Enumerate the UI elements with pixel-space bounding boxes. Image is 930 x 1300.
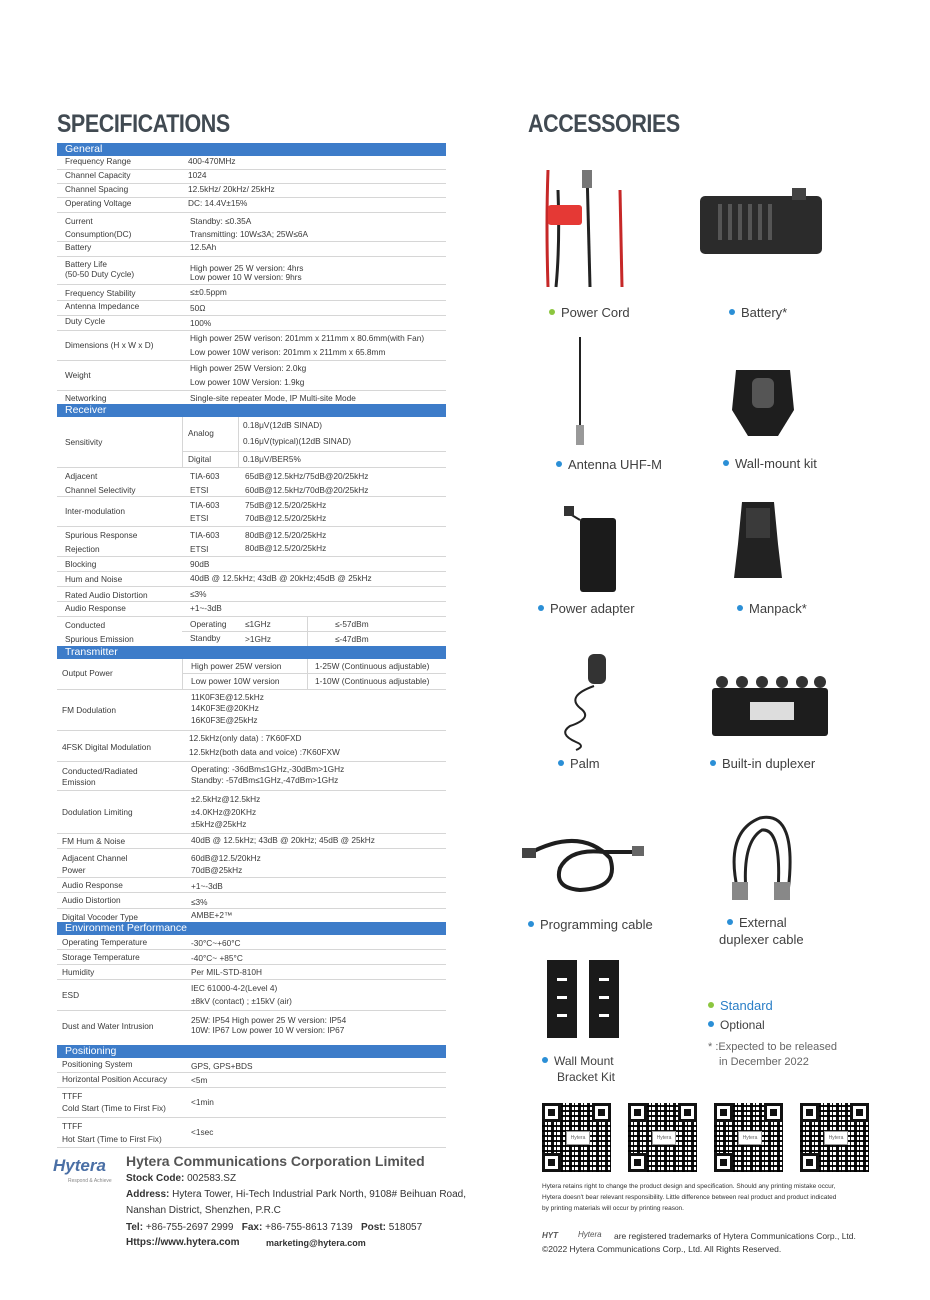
spec-row: Networking Single-site repeater Mode, IP Multi-site Mode	[65, 393, 356, 403]
qr-code[interactable]	[800, 1103, 869, 1172]
disclaimer-line: by printing materials will occur by printing reason.	[542, 1205, 684, 1212]
spec-row: Operating Temperature -30°C~+60°C	[57, 935, 446, 950]
spec-row: Antenna Impedance 50Ω	[57, 301, 446, 316]
spec-row: Output Power High power 25W version 1-25W (Continuous adjustable) Low power 10W version 1-10W (Continuous adjustable)	[57, 659, 446, 690]
spec-row: Audio Distortion ≤3%	[57, 893, 446, 909]
optional-dot-icon	[542, 1057, 548, 1063]
trademark-text: are registered trademarks of Hytera Communications Corp., Ltd.	[614, 1231, 856, 1241]
hytera-logo-tagline: Respond & Achieve	[68, 1178, 112, 1184]
accessory-external-duplexer-cable-line2: duplexer cable	[719, 932, 804, 947]
optional-dot-icon	[737, 605, 743, 611]
accessories-heading: ACCESSORIES	[528, 110, 680, 138]
accessory-antenna: Antenna UHF-M	[556, 457, 662, 472]
qr-logo: Hytera	[824, 1131, 848, 1145]
spec-row: Battery 12.5Ah	[57, 242, 446, 257]
wall-mount-kit-image	[728, 360, 798, 438]
optional-dot-icon	[556, 461, 562, 467]
palm-microphone-image	[556, 652, 611, 752]
spec-row: Digital Vocoder Type AMBE+2™	[62, 910, 233, 922]
wall-mount-bracket-kit-image	[543, 958, 625, 1040]
spec-row: Frequency Stability ≤±0.5ppm	[57, 285, 446, 301]
accessory-palm: Palm	[558, 756, 600, 771]
built-in-duplexer-image	[708, 672, 832, 738]
battery-image	[698, 188, 824, 256]
spec-row: Rated Audio Distortion ≤3%	[57, 587, 446, 602]
disclaimer-line: Hytera retains right to change the product design and specification. Should any printing mistake occur,	[542, 1183, 836, 1190]
qr-code[interactable]	[714, 1103, 783, 1172]
accessory-wall-mount-bracket: Wall Mount	[542, 1054, 614, 1068]
spec-row: Dimensions (H x W x D) High power 25W verison: 201mm x 211mm x 80.6mm(with Fan) Low power 10W verison: 201mm x 211mm x 65.8mm	[57, 331, 446, 361]
accessory-wall-mount-kit: Wall-mount kit	[723, 456, 817, 471]
spec-row: Blocking 90dB	[57, 557, 446, 572]
accessory-manpack: Manpack*	[737, 601, 807, 616]
qr-logo: Hytera	[652, 1131, 676, 1145]
copyright-text: ©2022 Hytera Communications Corp., Ltd. All Rights Reserved.	[542, 1244, 782, 1254]
spec-row: Audio Response +1~-3dB	[57, 878, 446, 893]
address-line2: Nanshan District, Shenzhen, P.R.C	[126, 1205, 281, 1216]
programming-cable-image	[520, 828, 646, 898]
accessory-programming-cable: Programming cable	[528, 917, 653, 932]
legend-note: * :Expected to be released	[708, 1041, 838, 1053]
accessory-power-adapter: Power adapter	[538, 601, 635, 616]
spec-row: Positioning System GPS, GPS+BDS	[57, 1058, 446, 1073]
spec-row: Battery Life (50-50 Duty Cycle) High power 25 W version: 4hrs Low power 10 W version: 9hrs	[57, 257, 446, 285]
email-link[interactable]: marketing@hytera.com	[266, 1238, 366, 1248]
spec-row: Inter-modulation TIA-603 75dB@12.5/20/25kHz ETSI 70dB@12.5/20/25kHz	[57, 497, 446, 527]
optional-dot-icon	[558, 760, 564, 766]
section-receiver: Receiver	[57, 404, 446, 417]
optional-dot-icon	[729, 309, 735, 315]
spec-row: Horizontal Position Accuracy <5m	[57, 1073, 446, 1088]
power-cord-image	[540, 165, 630, 290]
qr-logo: Hytera	[566, 1131, 590, 1145]
hytera-trademark-logo: Hytera	[578, 1230, 602, 1239]
optional-dot-icon	[528, 921, 534, 927]
spec-row: Conducted Spurious Emission Operating ≤1GHz ≤-57dBm Standby >1GHz ≤-47dBm	[57, 617, 446, 646]
optional-dot-icon	[727, 919, 733, 925]
specifications-heading: SPECIFICATIONS	[57, 110, 230, 138]
spec-row: Channel Capacity 1024	[57, 170, 446, 184]
contact-line: Tel: +86-755-2697 2999 Fax: +86-755-8613 7139 Post: 518057	[126, 1222, 423, 1233]
qr-code[interactable]	[628, 1103, 697, 1172]
standard-dot-icon	[549, 309, 555, 315]
spec-row: TTFF Cold Start (Time to First Fix) <1min	[57, 1088, 446, 1118]
accessory-wall-mount-bracket-line2: Bracket Kit	[557, 1070, 616, 1084]
external-duplexer-cable-image	[722, 812, 800, 904]
spec-row: Weight High power 25W Version: 2.0kg Low power 10W Version: 1.9kg	[57, 361, 446, 391]
spec-row: Frequency Range 400-470MHz	[57, 156, 446, 170]
spec-row: Adjacent Channel Power 60dB@12.5/20kHz 70dB@25kHz	[57, 849, 446, 878]
qr-code[interactable]	[542, 1103, 611, 1172]
spec-row: Sensitivity Analog 0.18μV(12dB SINAD) 0.16μV(typical)(12dB SINAD) Digital 0.18μV/BER5%	[57, 417, 446, 468]
accessory-external-duplexer-cable: External	[727, 915, 787, 930]
power-adapter-image	[562, 500, 620, 594]
section-general: General	[57, 143, 446, 156]
spec-row: Storage Temperature -40°C~ +85°C	[57, 950, 446, 965]
specifications-table	[57, 143, 446, 1148]
spec-row: Humidity Per MIL-STD-810H	[57, 965, 446, 980]
spec-row: Conducted/Radiated Emission Operating: -36dBm≤1GHz,-30dBm>1GHz Standby: -57dBm≤1GHz,-47dBm>1GHz	[57, 762, 446, 791]
accessory-built-in-duplexer: Built-in duplexer	[710, 756, 815, 771]
manpack-image	[732, 498, 784, 584]
spec-row: Hum and Noise 40dB @ 12.5kHz; 43dB @ 20kHz;45dB @ 25kHz	[57, 572, 446, 587]
spec-row: Duty Cycle 100%	[57, 316, 446, 331]
hyt-logo: HYT	[542, 1231, 558, 1240]
spec-row: FM Dodulation 11K0F3E@12.5kHz 14K0F3E@20KHz 16K0F3E@25kHz	[57, 690, 446, 731]
optional-dot-icon	[723, 460, 729, 466]
standard-dot-icon	[708, 1002, 714, 1008]
hytera-logo: Hytera	[53, 1156, 106, 1175]
website-link[interactable]: Https://www.hytera.com	[126, 1237, 240, 1248]
spec-row: ESD IEC 61000-4-2(Level 4) ±8kV (contact) ; ±15kV (air)	[57, 980, 446, 1011]
spec-row: 4FSK Digital Modulation 12.5kHz(only data) : 7K60FXD 12.5kHz(both data and voice) :7K60FXW	[57, 731, 446, 762]
optional-dot-icon	[538, 605, 544, 611]
accessory-power-cord: Power Cord	[549, 305, 630, 320]
section-transmitter: Transmitter	[57, 646, 446, 659]
qr-logo: Hytera	[738, 1131, 762, 1145]
spec-row: Channel Spacing 12.5kHz/ 20kHz/ 25kHz	[57, 184, 446, 198]
spec-row: Spurious Response Rejection TIA-603 80dB@12.5/20/25kHz ETSI 80dB@12.5/20/25kHz	[57, 527, 446, 557]
stock-code: Stock Code: 002583.SZ	[126, 1173, 237, 1184]
legend-note-line2: in December 2022	[719, 1056, 809, 1068]
optional-dot-icon	[708, 1021, 714, 1027]
section-environment: Environment Performance	[57, 922, 446, 935]
legend-standard: Standard	[708, 998, 773, 1013]
antenna-image	[570, 335, 590, 447]
spec-row: Operating Voltage DC: 14.4V±15%	[57, 198, 446, 213]
spec-row: Dust and Water Intrusion 25W: IP54 High power 25 W version: IP54 10W: IP67 Low power 10 W version: IP67	[62, 1015, 347, 1035]
disclaimer-line: Hytera doesn't bear relevant responsibility. Little difference between real product and product indicated	[542, 1194, 837, 1201]
optional-dot-icon	[710, 760, 716, 766]
spec-row: FM Hum & Noise 40dB @ 12.5kHz; 43dB @ 20kHz; 45dB @ 25kHz	[57, 834, 446, 849]
address: Address: Hytera Tower, Hi-Tech Industrial Park North, 9108# Beihuan Road,	[126, 1189, 466, 1200]
accessory-battery: Battery*	[729, 305, 787, 320]
section-positioning: Positioning	[57, 1045, 446, 1058]
spec-row: Adjacent Channel Selectivity TIA-603 65dB@12.5kHz/75dB@20/25kHz ETSI 60dB@12.5kHz/70dB@20/25kHz	[57, 468, 446, 497]
spec-row: Dodulation Limiting ±2.5kHz@12.5kHz ±4.0KHz@20KHz ±5kHz@25kHz	[57, 791, 446, 834]
spec-row: TTFF Hot Start (Time to First Fix) <1sec	[57, 1118, 446, 1148]
legend-optional: Optional	[708, 1018, 765, 1032]
spec-row: Audio Response +1~-3dB	[57, 602, 446, 617]
spec-row: Current Consumption(DC) Standby: ≤0.35A Transmitting: 10W≤3A; 25W≤6A	[57, 213, 446, 242]
company-name: Hytera Communications Corporation Limited	[126, 1153, 425, 1169]
